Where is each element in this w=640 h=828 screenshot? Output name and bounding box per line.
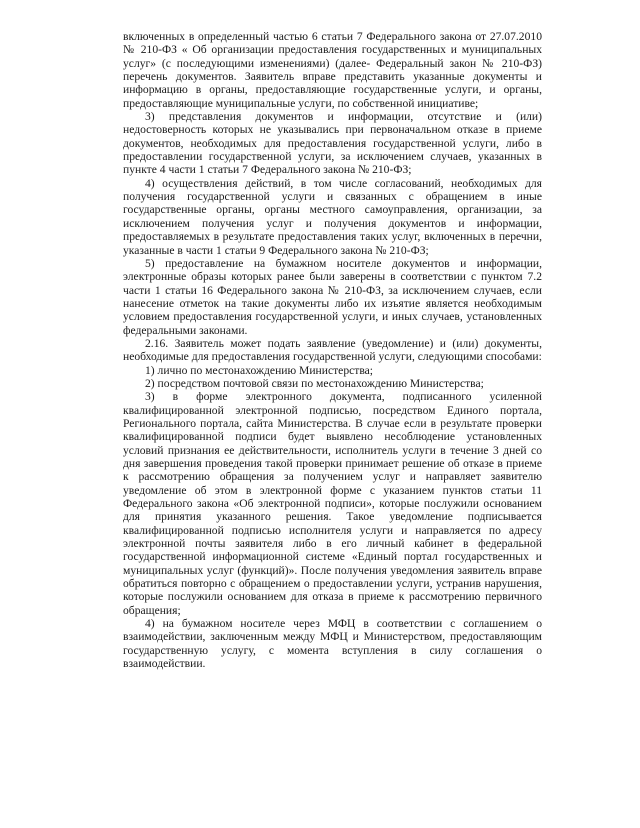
paragraph-method-1: 1) лично по местонахождению Министерства;: [145, 363, 374, 377]
paragraph-continuation: включенных в определенный частью 6 статьи 7 Федерального закона от 27.07.2010 № 210-ФЗ « Об организации предоставления государственных и муниципальных услуг» (с последующими изменениями) (далее- Федеральный закон № 210-ФЗ) перечень документов. Заявитель вправе представить указанные документы и информацию в органы, предоставляющие государственные услуги, и органы, предоставляющие муниципальные услуги, по собственной инициативе;: [123, 30, 542, 110]
paragraph-item-5: 5) предоставление на бумажном носителе документов и информации, электронные образы которых ранее были заверены в соответствии с пунктом 7.2 части 1 статьи 16 Федерального закона № 210-ФЗ, за исключением случаев, если нанесение отметок на такие документы либо их изъятие является необходимым условием предоставления государственной услуги, и иных случаев, установленных федеральными законами.: [123, 256, 542, 337]
paragraph-section-2-16: 2.16. Заявитель может подать заявление (уведомление) и (или) документы, необходимые для предоставления государственной услуги, следующими способами:: [123, 336, 542, 364]
paragraph-method-3: 3) в форме электронного документа, подписанного усиленной квалифицированной электронной подписью, посредством Единого портала, Регионального портала, сайта Министерства. В случае если в результате проверки квалифицированной подписи будет выявлено несоблюдение установленных условий признания ее действительности, исполнитель услуги в течение 3 дней со дня завершения проведения такой проверки принимает решение об отказе в приеме к рассмотрению обращения за получением услуг и направляет заявителю уведомление об этом в электронной форме с указанием пунктов статьи 11 Федерального закона «Об электронной подписи», которые послужили основанием для принятия указанного решения. Такое уведомление подписывается квалифицированной подписью исполнителя услуги и направляется по адресу электронной почты заявителя либо в его личный кабинет в федеральной государственной информационной системе «Единый портал государственных и муниципальных услуг (функций)». После получения уведомления заявитель вправе обратиться повторно с обращением о предоставлении услуги, устранив нарушения, которые послужили основанием для отказа в приеме к рассмотрению первичного обращения;: [123, 390, 542, 617]
paragraph-method-4: 4) на бумажном носителе через МФЦ в соответствии с соглашением о взаимодействии, заключенным между МФЦ и Министерством, предоставляющим государственную услугу, с момента вступления в силу соглашения о взаимодействии.: [123, 617, 542, 671]
paragraph-item-4: 4) осуществления действий, в том числе согласований, необходимых для получения государственной услуги и связанных с обращением в иные государственные органы, органы местного самоуправления, организации, за исключением получения услуг и получения документов и информации, предоставляемых в результате предоставления таких услуг, включенных в перечни, указанные в части 1 статьи 9 Федерального закона № 210-ФЗ;: [123, 176, 542, 257]
paragraph-method-2: 2) посредством почтовой связи по местонахождению Министерства;: [145, 376, 484, 390]
document-page: [123, 30, 542, 671]
paragraph-item-3: 3) представления документов и информации, отсутствие и (или) недостоверность которых не указывались при первоначальном отказе в приеме документов, необходимых для предоставления государственной услуги, либо в предоставлении государственной услуги, за исключением случаев, указанных в пункте 4 части 1 статьи 7 Федерального закона № 210-ФЗ;: [123, 110, 542, 177]
